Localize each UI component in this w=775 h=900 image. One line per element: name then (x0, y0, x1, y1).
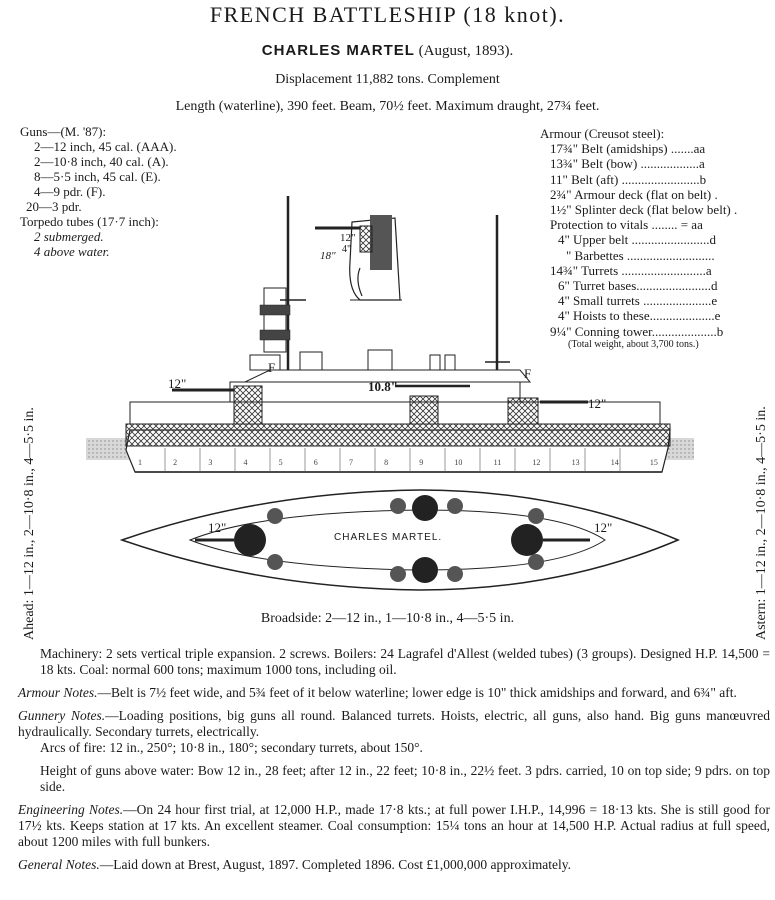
armour-item: 9¼" Conning tower....................b (550, 323, 724, 339)
armour-item: 2¾" Armour deck (flat on belt) . (550, 186, 718, 202)
frame-number: 4 (243, 458, 248, 467)
frame-number: 5 (278, 458, 283, 467)
astern-caption: Astern: 1—12 in., 2—10·8 in., 4—5·5 in. (754, 406, 769, 640)
frame-number: 1 (138, 458, 142, 467)
height-note: Height of guns above water: Bow 12 in., 28 feet; after 12 in., 22 feet; 10·8 in., 22½ feet. 3 pdrs. carried, 10 on top side; 9 pdrs. on top side. (40, 763, 770, 794)
displacement-line: Displacement 11,882 tons. Complement (275, 72, 500, 87)
label-gun-10-8: 10.8" (368, 379, 398, 394)
frame-number: 12 (532, 458, 541, 467)
ship-date: (August, 1893). (418, 43, 514, 59)
plan-ship-name: CHARLES MARTEL. (334, 532, 443, 543)
torpedo-item: 2 submerged. (34, 229, 104, 244)
frame-number: 6 (313, 458, 318, 467)
frame-number: 14 (610, 458, 619, 467)
machinery-note: Machinery: 2 sets vertical triple expansion. 2 screws. Boilers: 24 Lagrafel d'Allest (welded tubes) (3 groups). Designed H.P. 14,500 = 18 kts. Coal: normal 600 tons; maximum 1000 tons, including oil. (40, 646, 770, 677)
engineering-note-text: —On 24 hour first trial, at 12,000 H.P., made 17·8 kts.; at full power I.H.P., 14,996 = 18·13 kts. She is still good for 17½ kts. Keeps station at 17 kts. An excellent steamer. Coal consumption: 15¼ tons an hour at 14,500 H.P. Actual radius at full speed, about 1200 miles with full bunkers. (18, 802, 770, 849)
armour-item: Protection to vitals ........ = aa (550, 217, 703, 233)
gunnery-note-label: Gunnery Notes. (18, 708, 106, 723)
general-note-text: —Laid down at Brest, August, 1897. Completed 1896. Cost £1,000,000 approximately. (99, 857, 571, 872)
frame-number: 9 (419, 458, 424, 467)
armour-item: 13¾" Belt (bow) ..................a (550, 156, 705, 172)
ship-name: CHARLES MARTEL (261, 42, 415, 59)
guns-heading: Guns—(M. '87): (20, 124, 107, 139)
general-note-label: General Notes. (18, 857, 100, 872)
armour-note (18, 685, 770, 701)
frame-number: 3 (208, 458, 213, 467)
torpedo-item: 4 above water. (34, 244, 110, 259)
torpedo-heading: Torpedo tubes (17·7 inch): (20, 214, 159, 229)
gun-item: 2—12 inch, 45 cal. (AAA). (34, 139, 177, 154)
frame-numbers (138, 458, 658, 467)
general-note (18, 857, 770, 873)
gunnery-note-text: —Loading positions, big guns all round. Balanced turrets. Hoists, electric, all guns, also hand. Big guns manœuvred hydraulically. Secondary turrets, electrically. (18, 708, 770, 739)
armour-item: 6" Turret bases.......................d (558, 278, 718, 294)
armour-item: 14¾" Turrets ..........................a (550, 262, 712, 278)
gunnery-note (18, 708, 770, 740)
label-f-aft: F (524, 366, 532, 381)
label-gun-12-aft: 12" (588, 396, 607, 411)
armour-note-text: —Belt is 7½ feet wide, and 5¾ feet of it below waterline; lower edge is 10" thick amidships and forward, and 6¾" aft. (97, 685, 737, 700)
frame-number: 2 (173, 458, 178, 467)
armour-heading: Armour (Creusot steel): (540, 126, 665, 141)
label-gun-12-fore: 12" (168, 376, 187, 391)
broadside-caption: Broadside: 2—12 in., 1—10·8 in., 4—5·5 in. (260, 611, 515, 626)
engineering-note-label: Engineering Notes. (18, 802, 124, 817)
frame-number: 10 (454, 458, 463, 467)
armour-item: 4" Hoists to these....................e (558, 308, 721, 324)
arcs-note: Arcs of fire: 12 in., 250°; 10·8 in., 180°; secondary turrets, about 150°. (40, 740, 423, 755)
frame-number: 8 (384, 458, 389, 467)
armour-item: 4" Small turrets .....................e (558, 293, 718, 309)
armour-note-label: Armour Notes. (18, 685, 98, 700)
armour-item: 1½" Splinter deck (flat below belt) . (550, 202, 738, 218)
label-plan-12-fore: 12" (208, 520, 227, 535)
frame-number: 15 (649, 458, 658, 467)
frame-number: 13 (571, 458, 580, 467)
gun-item: 8—5·5 inch, 45 cal. (E). (34, 169, 161, 184)
frame-number: 7 (348, 458, 353, 467)
label-section-4: 4" (342, 244, 352, 255)
dimensions-line: Length (waterline), 390 feet. Beam, 70½ feet. Maximum draught, 27¾ feet. (175, 99, 600, 114)
ahead-caption: Ahead: 1—12 in., 2—10·8 in., 4—5·5 in. (22, 407, 37, 640)
page-title: FRENCH BATTLESHIP (18 knot). (209, 2, 566, 27)
armour-item: " Barbettes ........................... (566, 247, 715, 263)
frame-number: 11 (493, 458, 502, 467)
gun-item: 2—10·8 inch, 40 cal. (A). (34, 154, 169, 169)
label-plan-12-aft: 12" (594, 520, 613, 535)
gun-item: 20—3 pdr. (26, 199, 82, 214)
engineering-note (18, 802, 770, 850)
armour-item: 11" Belt (aft) ........................b (550, 171, 707, 187)
gun-item: 4—9 pdr. (F). (34, 184, 106, 199)
notes-section (18, 646, 770, 873)
armour-item: 4" Upper belt ........................d (558, 232, 717, 248)
label-f-fore: F (268, 360, 276, 375)
label-section-12: 12" (340, 232, 356, 244)
armour-item: 17¾" Belt (amidships) .......aa (550, 141, 706, 157)
label-section-18: 18" (320, 250, 336, 262)
armour-total: (Total weight, about 3,700 tons.) (568, 338, 699, 350)
